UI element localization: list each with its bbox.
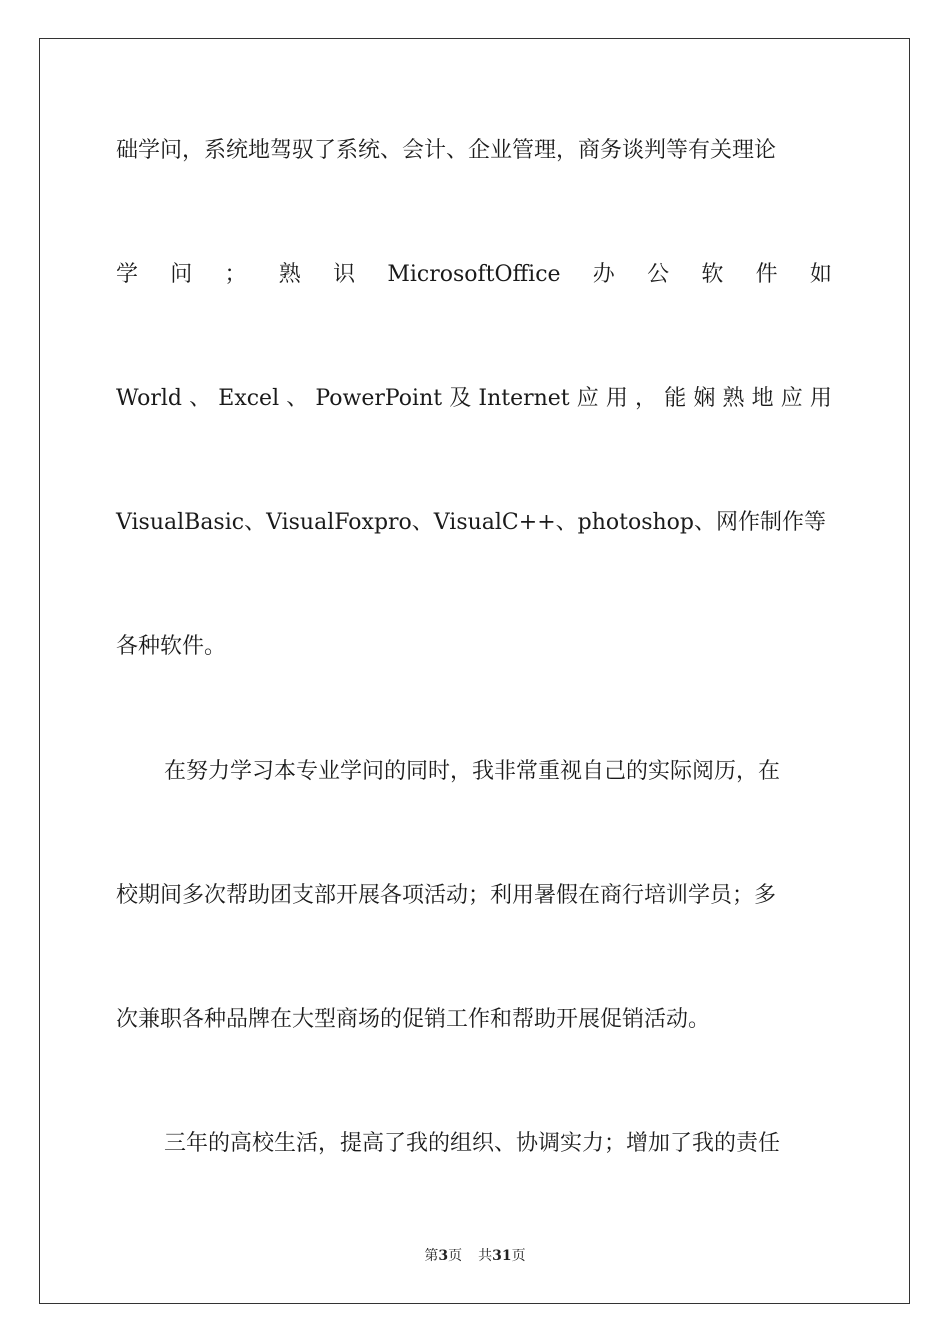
- word: Excel: [218, 386, 280, 411]
- word: PowerPoint: [315, 386, 443, 411]
- word: 用: [605, 386, 628, 411]
- word: 能: [664, 386, 687, 411]
- word: MicrosoftOffice: [387, 262, 561, 287]
- word: 识: [333, 262, 356, 287]
- word: 娴: [693, 386, 716, 411]
- word: 件: [755, 262, 778, 287]
- word: 问: [170, 262, 193, 287]
- text-line: 础学问，系统地驾驭了系统、会计、企业管理，商务谈判等有关理论: [116, 138, 777, 163]
- word: 、: [189, 386, 212, 411]
- text-line: 校期间多次帮助团支部开展各项活动；利用暑假在商行培训学员；多: [116, 883, 777, 908]
- word: 如: [809, 262, 832, 287]
- word: 地: [751, 386, 774, 411]
- page-border: [39, 38, 910, 1304]
- text-line-justified: [116, 260, 832, 290]
- text-line: VisualBasic、VisualFoxpro、VisualC++、photoshop、网作制作等: [116, 510, 827, 535]
- word: 软: [701, 262, 724, 287]
- word: World: [116, 386, 182, 411]
- text-line: 次兼职各种品牌在大型商场的促销工作和帮助开展促销活动。: [116, 1007, 711, 1032]
- word: Internet: [478, 386, 570, 411]
- word: ；: [224, 262, 247, 287]
- paragraph-first-line: 在努力学习本专业学问的同时，我非常重视自己的实际阅历，在: [164, 759, 781, 784]
- page-number: 3: [438, 1248, 449, 1264]
- word: 学: [116, 262, 139, 287]
- word: 办: [592, 262, 615, 287]
- word: 熟: [722, 386, 745, 411]
- word: 公: [647, 262, 670, 287]
- word: 熟: [278, 262, 301, 287]
- page-footer: [0, 1246, 950, 1266]
- word: 及: [449, 386, 472, 411]
- paragraph-first-line: 三年的高校生活，提高了我的组织、协调实力；增加了我的责任: [164, 1131, 781, 1156]
- total-suffix: 页: [511, 1248, 526, 1264]
- text-line: 各种软件。: [116, 634, 227, 659]
- word: 应: [576, 386, 599, 411]
- page-suffix: 页: [448, 1248, 463, 1264]
- word: ，: [635, 386, 658, 411]
- word: 用: [809, 386, 832, 411]
- total-pages: 31: [492, 1248, 512, 1264]
- word: 应: [780, 386, 803, 411]
- page-prefix: 第: [424, 1248, 439, 1264]
- word: 、: [286, 386, 309, 411]
- total-prefix: 共: [478, 1248, 493, 1264]
- text-line-justified: [116, 384, 832, 414]
